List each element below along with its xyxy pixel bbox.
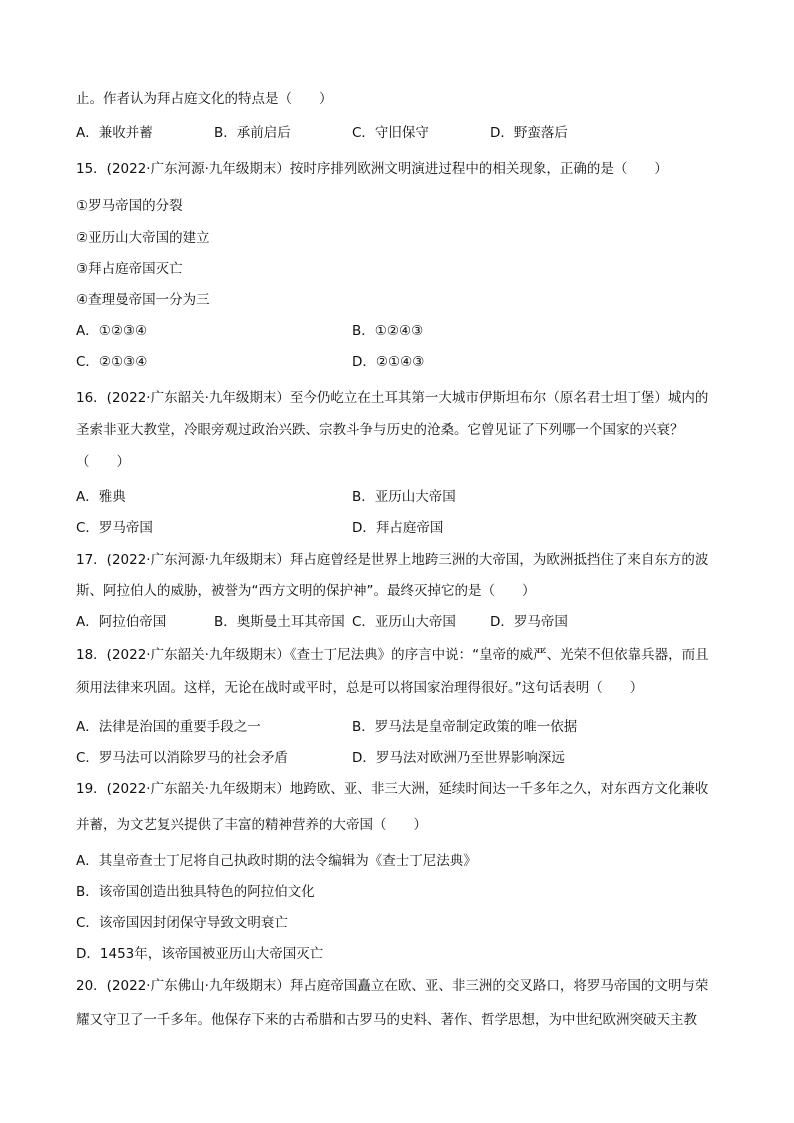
q15-item-2: ②亚历山大帝国的建立 [76, 230, 210, 246]
q17-stem-line-2: 斯、阿拉伯人的威胁，被誉为“西方文明的保护神”。最终灭掉它的是（ ） [76, 583, 536, 599]
q18-option-c: C．罗马法可以消除罗马的社会矛盾 [76, 750, 288, 766]
q19-option-a: A．其皇帝查士丁尼将自己执政时期的法令编辑为《查士丁尼法典》 [76, 853, 477, 869]
q16-option-d: D．拜占庭帝国 [352, 520, 444, 536]
q17-stem-line-1: 17．(2022·广东河源·九年级期末）拜占庭曾经是世界上地跨三洲的大帝国，为欧洲抵挡住了来自东方的波 [76, 552, 709, 568]
q15-item-4: ④查理曼帝国一分为三 [76, 292, 210, 308]
q17-option-a: A．阿拉伯帝国 [76, 614, 167, 630]
q15-option-d: D．②①④③ [352, 354, 425, 370]
q14-option-b: B．承前启后 [214, 125, 291, 141]
q19-option-d: D．1453年，该帝国被亚历山大帝国灭亡 [76, 946, 324, 962]
q20-stem-line-1: 20．(2022·广东佛山·九年级期末）拜占庭帝国矗立在欧、亚、非三洲的交叉路口，将罗马帝国的文明与荣 [76, 978, 709, 994]
q19-option-c: C．该帝国因封闭保守导致文明衰亡 [76, 915, 288, 931]
q17-option-c: C．亚历山大帝国 [352, 614, 456, 630]
q19-stem-line-2: 并蓄，为文艺复兴提供了丰富的精神营养的大帝国（ ） [76, 817, 427, 833]
q18-option-b: B．罗马法是皇帝制定政策的唯一依据 [352, 719, 578, 735]
q16-stem-line-1: 16．(2022·广东韶关·九年级期末）至今仍屹立在土耳其第一大城市伊斯坦布尔（原名君士坦丁堡）城内的 [76, 390, 709, 406]
q16-stem-line-3: （ ） [76, 454, 130, 470]
q14-option-d: D．野蛮落后 [490, 125, 568, 141]
q15-item-3: ③拜占庭帝国灭亡 [76, 261, 183, 277]
q18-stem-line-2: 须用法律来巩固。这样，无论在战时或平时，总是可以将国家治理得很好。”这句话表明（ ） [76, 680, 644, 696]
q15-option-c: C．②①③④ [76, 354, 148, 370]
q20-stem-line-2: 耀又守卫了一千多年。他保存下来的古希腊和古罗马的史料、著作、哲学思想，为中世纪欧洲突破天主教 [76, 1012, 697, 1028]
q14-stem-continuation: 止。作者认为拜占庭文化的特点是（ ） [76, 91, 333, 107]
q16-option-a: A．雅典 [76, 489, 126, 505]
q17-option-b: B．奥斯曼土耳其帝国 [214, 614, 345, 630]
q18-option-d: D．罗马法对欧洲乃至世界影响深远 [352, 750, 565, 766]
q15-item-1: ①罗马帝国的分裂 [76, 198, 183, 214]
q19-option-b: B．该帝国创造出独具特色的阿拉伯文化 [76, 884, 315, 900]
q18-option-a: A．法律是治国的重要手段之一 [76, 719, 261, 735]
q16-stem-line-2: 圣索非亚大教堂，冷眼旁观过政治兴跌、宗教斗争与历史的沧桑。它曾见证了下列哪一个国家的兴衰？ [76, 422, 684, 438]
q15-stem: 15．(2022·广东河源·九年级期末）按时序排列欧洲文明演进过程中的相关现象，正确的是（ ） [76, 161, 668, 177]
q14-option-a: A．兼收并蓄 [76, 125, 153, 141]
q15-option-b: B．①②④③ [352, 323, 424, 339]
q16-option-b: B．亚历山大帝国 [352, 489, 456, 505]
q18-stem-line-1: 18．(2022·广东韶关·九年级期末）《查士丁尼法典》的序言中说：“皇帝的威严、光荣不但依靠兵器，而且 [76, 647, 709, 663]
q14-option-c: C．守旧保守 [352, 125, 429, 141]
q16-option-c: C．罗马帝国 [76, 520, 153, 536]
q15-option-a: A．①②③④ [76, 323, 148, 339]
q19-stem-line-1: 19．(2022·广东韶关·九年级期末）地跨欧、亚、非三大洲，延续时间达一千多年之久，对东西方文化兼收 [76, 781, 709, 797]
q17-option-d: D．罗马帝国 [490, 614, 568, 630]
